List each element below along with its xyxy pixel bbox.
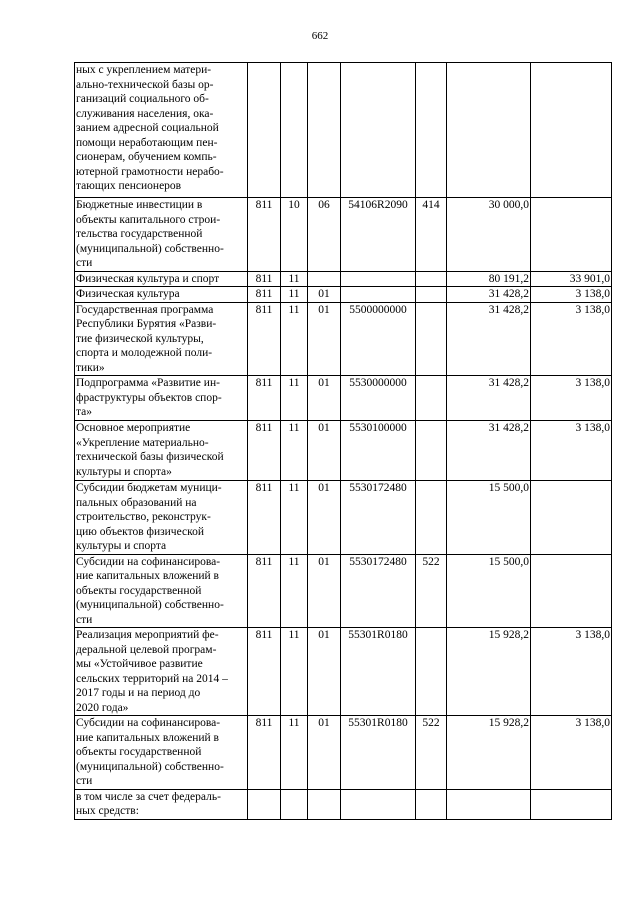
ministry-code: 811 <box>248 376 281 421</box>
amount-total: 15 500,0 <box>447 481 531 555</box>
item-name: ных с укреплением матери- ально-технической базы ор- ганизаций социального об- служивания населения, ока- занием адресной социальной помощи неработающим пен- сионерам, обучением компь- ютерной грамотности нерабо- тающих пенсионеров <box>75 63 248 198</box>
expense-type-code <box>416 302 447 376</box>
subsection-code: 01 <box>308 481 341 555</box>
ministry-code: 811 <box>248 421 281 481</box>
subsection-code <box>308 789 341 819</box>
expense-type-code <box>416 63 447 198</box>
amount-federal: 3 138,0 <box>531 376 612 421</box>
amount-federal: 3 138,0 <box>531 287 612 303</box>
ministry-code: 811 <box>248 198 281 272</box>
amount-total: 30 000,0 <box>447 198 531 272</box>
ministry-code: 811 <box>248 302 281 376</box>
target-item-code: 5500000000 <box>341 302 416 376</box>
table-row <box>75 481 612 555</box>
expense-type-code <box>416 421 447 481</box>
table-row <box>75 716 612 790</box>
expense-type-code <box>416 376 447 421</box>
item-name: Субсидии на софинансирова- ние капитальных вложений в объекты государственной (муниципальной) собственно- сти <box>75 716 248 790</box>
amount-total: 15 928,2 <box>447 628 531 716</box>
ministry-code: 811 <box>248 628 281 716</box>
item-name: Бюджетные инвестиции в объекты капитального строи- тельства государственной (муниципальной) собственно- сти <box>75 198 248 272</box>
amount-total: 31 428,2 <box>447 287 531 303</box>
table-row <box>75 628 612 716</box>
target-item-code: 5530100000 <box>341 421 416 481</box>
amount-total: 80 191,2 <box>447 271 531 287</box>
amount-federal: 33 901,0 <box>531 271 612 287</box>
amount-federal <box>531 198 612 272</box>
section-code: 11 <box>281 302 308 376</box>
subsection-code: 01 <box>308 376 341 421</box>
expense-type-code: 414 <box>416 198 447 272</box>
ministry-code: 811 <box>248 481 281 555</box>
amount-total: 31 428,2 <box>447 421 531 481</box>
section-code: 11 <box>281 554 308 628</box>
table-row <box>75 554 612 628</box>
amount-total: 31 428,2 <box>447 302 531 376</box>
expense-type-code: 522 <box>416 554 447 628</box>
amount-total: 31 428,2 <box>447 376 531 421</box>
item-name: Подпрограмма «Развитие ин- фраструктуры объектов спор- та» <box>75 376 248 421</box>
target-item-code <box>341 789 416 819</box>
section-code: 11 <box>281 271 308 287</box>
target-item-code <box>341 287 416 303</box>
target-item-code: 54106R2090 <box>341 198 416 272</box>
section-code <box>281 63 308 198</box>
subsection-code: 06 <box>308 198 341 272</box>
section-code: 11 <box>281 716 308 790</box>
subsection-code: 01 <box>308 287 341 303</box>
expense-type-code <box>416 287 447 303</box>
item-name: Физическая культура и спорт <box>75 271 248 287</box>
table-row <box>75 421 612 481</box>
section-code: 10 <box>281 198 308 272</box>
subsection-code: 01 <box>308 716 341 790</box>
table-row <box>75 198 612 272</box>
target-item-code: 55301R0180 <box>341 628 416 716</box>
expense-type-code <box>416 271 447 287</box>
expense-type-code: 522 <box>416 716 447 790</box>
expense-type-code <box>416 628 447 716</box>
ministry-code: 811 <box>248 287 281 303</box>
subsection-code <box>308 63 341 198</box>
amount-total: 15 500,0 <box>447 554 531 628</box>
table-row <box>75 302 612 376</box>
amount-federal <box>531 481 612 555</box>
subsection-code: 01 <box>308 302 341 376</box>
amount-federal: 3 138,0 <box>531 421 612 481</box>
section-code: 11 <box>281 376 308 421</box>
ministry-code: 811 <box>248 716 281 790</box>
table-row <box>75 271 612 287</box>
item-name: Реализация мероприятий фе- деральной целевой програм- мы «Устойчивое развитие сельских территорий на 2014 – 2017 годы и на период до 2020 года» <box>75 628 248 716</box>
item-name: Основное мероприятие «Укрепление материально- технической базы физической культуры и спорта» <box>75 421 248 481</box>
target-item-code: 5530000000 <box>341 376 416 421</box>
page-number: 662 <box>311 30 329 42</box>
ministry-code <box>248 63 281 198</box>
target-item-code: 5530172480 <box>341 554 416 628</box>
target-item-code <box>341 271 416 287</box>
table-row <box>75 789 612 819</box>
section-code: 11 <box>281 628 308 716</box>
amount-federal <box>531 63 612 198</box>
amount-federal: 3 138,0 <box>531 628 612 716</box>
table-row <box>75 63 612 198</box>
table-row <box>75 287 612 303</box>
amount-total <box>447 789 531 819</box>
subsection-code: 01 <box>308 628 341 716</box>
amount-federal <box>531 789 612 819</box>
subsection-code <box>308 271 341 287</box>
amount-total <box>447 63 531 198</box>
expense-type-code <box>416 481 447 555</box>
item-name: Физическая культура <box>75 287 248 303</box>
ministry-code: 811 <box>248 554 281 628</box>
section-code <box>281 789 308 819</box>
target-item-code: 5530172480 <box>341 481 416 555</box>
ministry-code: 811 <box>248 271 281 287</box>
amount-federal <box>531 554 612 628</box>
subsection-code: 01 <box>308 554 341 628</box>
table-row <box>75 376 612 421</box>
section-code: 11 <box>281 287 308 303</box>
target-item-code: 55301R0180 <box>341 716 416 790</box>
subsection-code: 01 <box>308 421 341 481</box>
budget-table <box>74 62 612 820</box>
item-name: Субсидии на софинансирова- ние капитальных вложений в объекты государственной (муниципальной) собственно- сти <box>75 554 248 628</box>
ministry-code <box>248 789 281 819</box>
item-name: Субсидии бюджетам муници- пальных образований на строительство, реконструк- цию объектов физической культуры и спорта <box>75 481 248 555</box>
amount-federal: 3 138,0 <box>531 716 612 790</box>
item-name: Государственная программа Республики Бурятия «Разви- тие физической культуры, спорта и молодежной поли- тики» <box>75 302 248 376</box>
target-item-code <box>341 63 416 198</box>
item-name: в том числе за счет федераль- ных средств: <box>75 789 248 819</box>
amount-federal: 3 138,0 <box>531 302 612 376</box>
section-code: 11 <box>281 481 308 555</box>
amount-total: 15 928,2 <box>447 716 531 790</box>
section-code: 11 <box>281 421 308 481</box>
expense-type-code <box>416 789 447 819</box>
